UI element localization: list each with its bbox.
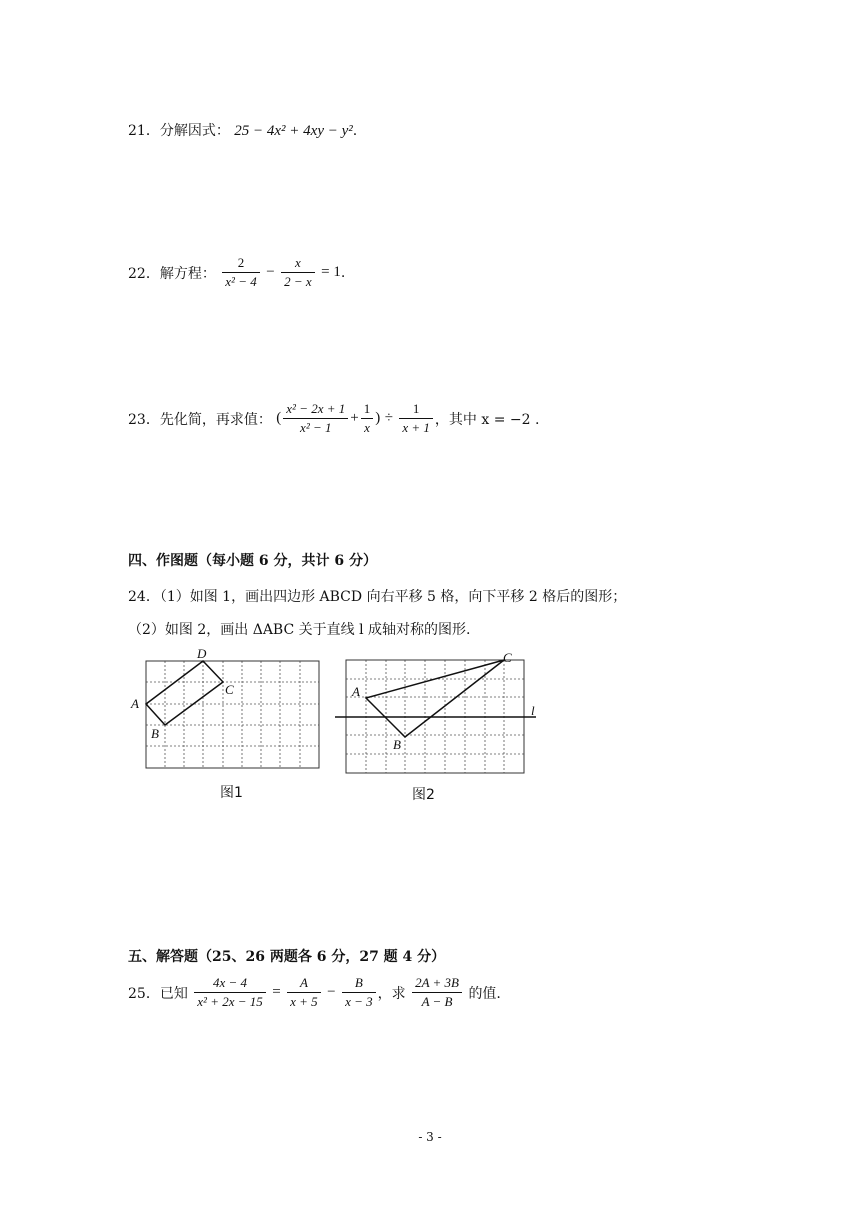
q25-den4: A − B	[421, 994, 453, 1009]
figure-1-grid	[146, 661, 319, 768]
q22-prompt: 解方程：	[159, 265, 216, 282]
q23-rparen: )	[375, 410, 381, 426]
q25-prompt: 已知	[159, 985, 188, 1002]
q21-expression: 25 − 4x² + 4xy − y²	[234, 123, 353, 139]
label-b: B	[151, 726, 159, 741]
q23-fraction-3	[399, 400, 433, 437]
figure-2	[335, 645, 545, 780]
figure-2-caption: 图2	[412, 787, 435, 803]
q25-den2: x + 5	[290, 994, 318, 1009]
question-22	[128, 254, 345, 291]
q22-den1: x² − 4	[225, 274, 257, 289]
q25-num4: 2A + 3B	[412, 974, 462, 993]
page-number: - 3 -	[418, 1130, 442, 1144]
q21-number: 21．	[128, 123, 160, 139]
q22-num1: 2	[222, 254, 259, 273]
label-a: A	[352, 684, 360, 699]
q25-den3: x − 3	[345, 994, 373, 1009]
q25-end: 的值.	[468, 985, 501, 1002]
q25-fraction-4	[412, 974, 462, 1011]
q22-rhs: = 1	[321, 264, 341, 280]
q25-num3: B	[342, 974, 376, 993]
q23-fraction-1	[283, 400, 348, 437]
q25-fraction-3	[342, 974, 376, 1011]
q23-num2: 1	[361, 400, 374, 419]
q22-fraction-1	[222, 254, 259, 291]
section-4-title: 四、作图题（每小题 6 分，共计 6 分）	[128, 553, 377, 569]
section-5-title: 五、解答题（25、26 两题各 6 分，27 题 4 分）	[128, 949, 446, 965]
question-23	[128, 400, 539, 437]
q24-part2: （2）如图 2，画出 ΔABC 关于直线 l 成轴对称的图形.	[128, 622, 471, 638]
q23-num3: 1	[399, 400, 433, 419]
q21-prompt: 分解因式：	[159, 123, 230, 139]
q23-fraction-2	[361, 400, 374, 437]
figure-1-border	[146, 661, 319, 768]
q25-number: 25．	[128, 985, 160, 1002]
triangle-abc	[366, 660, 504, 737]
q22-den2: 2 − x	[284, 274, 312, 289]
q25-fraction-1	[194, 974, 265, 1011]
label-c: C	[503, 650, 512, 665]
q23-plus: +	[350, 410, 359, 426]
q23-number: 23．	[128, 411, 160, 428]
q22-fraction-2	[281, 254, 315, 291]
q23-den2: x	[364, 420, 370, 435]
q21-end: .	[352, 123, 358, 139]
question-25	[128, 974, 501, 1011]
label-b: B	[393, 737, 401, 752]
q25-minus: −	[327, 984, 336, 1000]
q23-condition: ，其中 x = −2 .	[434, 411, 540, 428]
q22-num2: x	[281, 254, 315, 273]
figure-1-caption: 图1	[220, 785, 243, 801]
label-l: l	[531, 703, 535, 718]
label-c: C	[225, 682, 234, 697]
q25-eq: =	[272, 984, 281, 1000]
q23-lparen: (	[276, 410, 282, 426]
q23-den1: x² − 1	[300, 420, 332, 435]
q23-prompt: 先化简，再求值：	[159, 411, 272, 428]
q25-mid: ，求	[377, 985, 406, 1002]
q25-fraction-2	[287, 974, 321, 1011]
q22-number: 22．	[128, 265, 160, 282]
q25-num1: 4x − 4	[194, 974, 265, 993]
q23-den3: x + 1	[402, 420, 430, 435]
q22-end: .	[340, 264, 346, 281]
q24-part1: 24．（1）如图 1，画出四边形 ABCD 向右平移 5 格，向下平移 2 格后的图形；	[128, 589, 627, 605]
question-21	[128, 120, 357, 140]
quadrilateral-abcd	[146, 661, 223, 725]
label-d: D	[197, 646, 207, 661]
q22-op: −	[266, 264, 275, 280]
q25-num2: A	[287, 974, 321, 993]
q25-den1: x² + 2x − 15	[197, 994, 263, 1009]
q23-num1: x² − 2x + 1	[283, 400, 348, 419]
figure-1	[125, 640, 325, 780]
q23-div: ÷	[384, 410, 393, 426]
label-a: A	[131, 696, 139, 711]
